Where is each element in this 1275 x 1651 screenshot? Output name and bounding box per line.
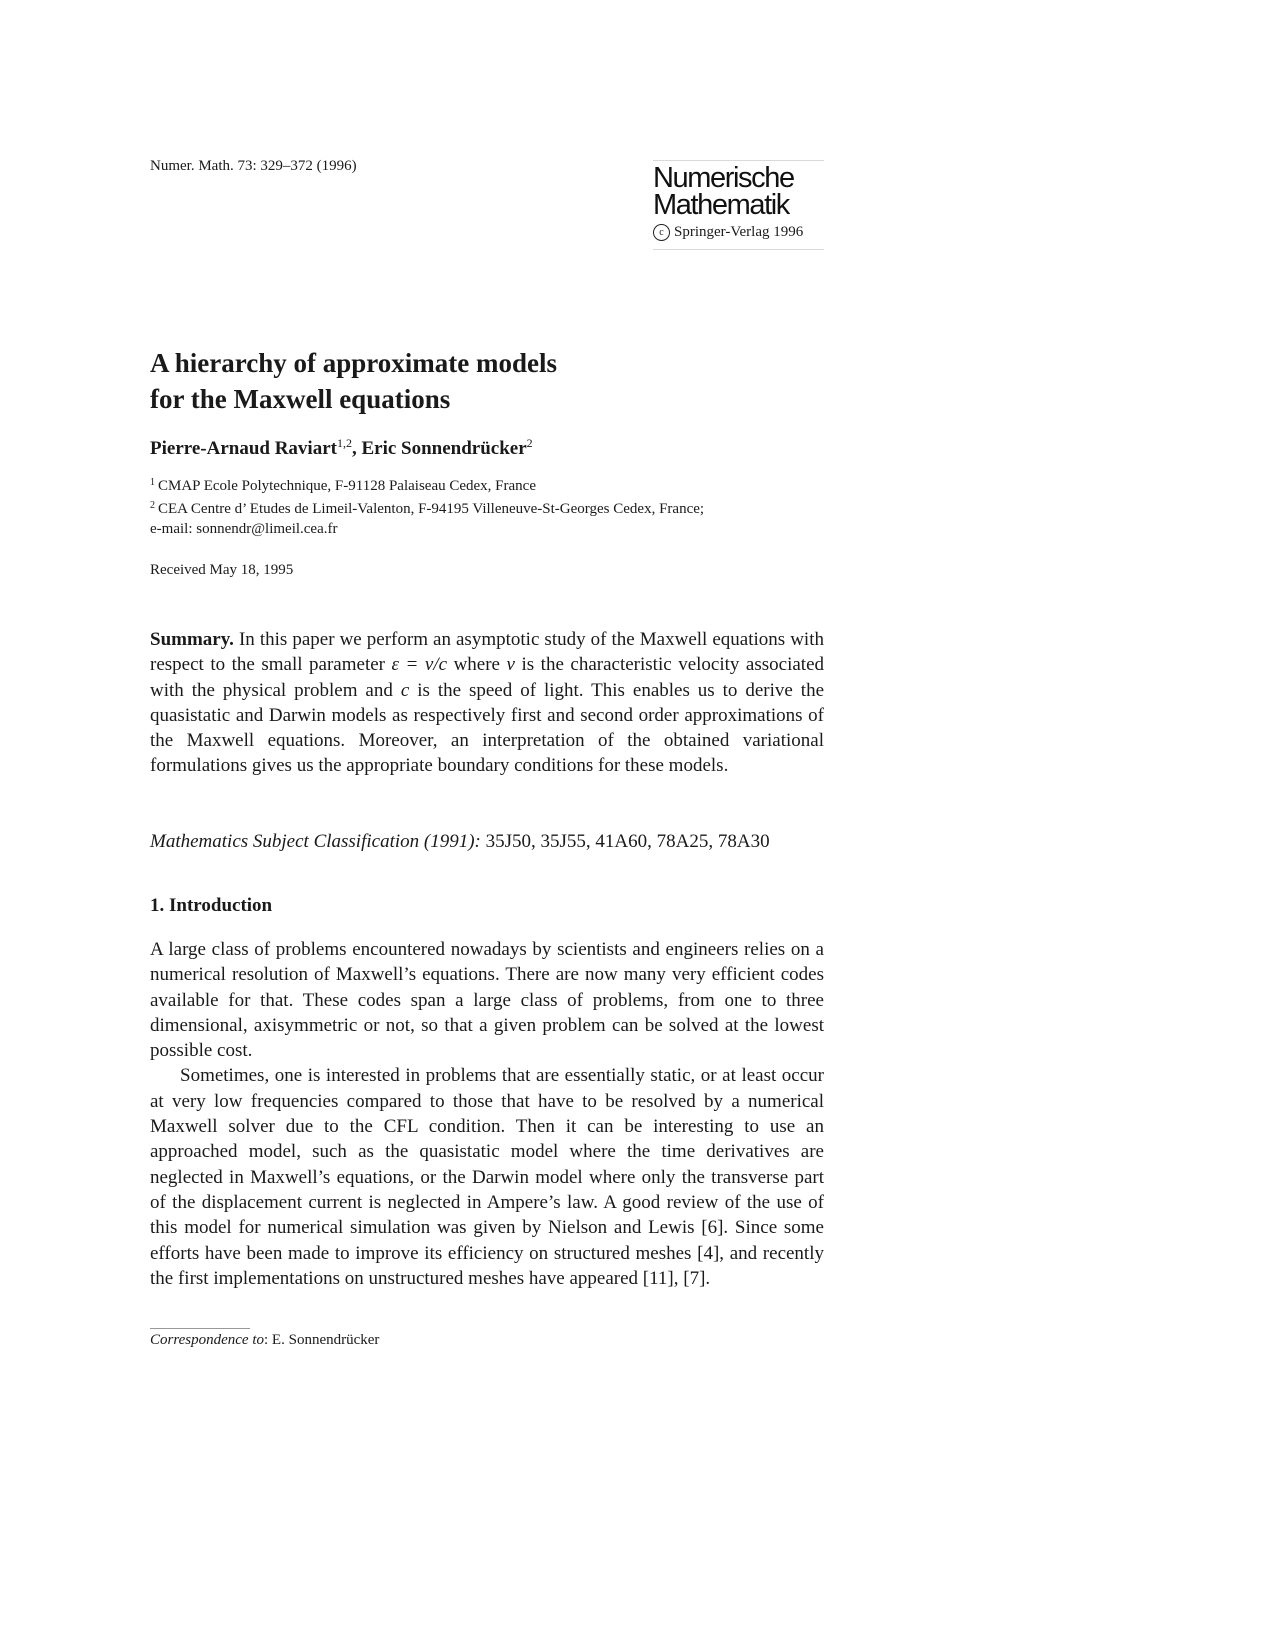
abstract-text: where [447,654,507,676]
author-separator: , [351,438,362,459]
copyright-text: Springer-Verlag 1996 [674,224,804,240]
journal-logo [653,160,824,250]
inline-variable: v [506,654,515,676]
journal-reference: Numer. Math. 73: 329–372 (1996) [150,158,357,174]
copyright-notice [653,224,824,241]
author-name: Pierre-Arnaud Raviart [150,438,337,459]
paragraph: Sometimes, one is interested in problems that are essentially static, or at least occur at very low frequencies compared to those that have to be resolved by a numerical Maxwell solver due to the CFL condition. Then it can be interesting to use an approached model, such as the quasistatic model where the time derivatives are neglected in Maxwell’s equations, or the Darwin model where only the transverse part of the displacement current is neglected in Ampere’s law. A good review of the use of this model for numerical simulation was given by Nielson and Lewis [6]. Since some efforts have been made to improve its efficiency on structured meshes [4], and recently the first implementations on unstructured meshes have appeared [11], [7]. [150,1065,824,1289]
affiliations [150,473,704,539]
footnote-divider [150,1328,250,1329]
affiliation-text: CEA Centre d’ Etudes de Limeil-Valenton, F-94195 Villeneuve-St-Georges Cedex, France; [158,501,705,517]
affiliation-marker: 2 [150,500,155,511]
title-line-2: for the Maxwell equations [150,384,451,414]
author-affiliation-marker: 1,2 [336,436,352,450]
abstract [150,627,824,779]
affiliation-1 [150,473,704,496]
abstract-text: In this paper we perform an asymptotic study of the Maxwell equations with respect to the small parameter [150,629,824,676]
footnote-label: Correspondence to [150,1332,265,1348]
msc-label: Mathematics Subject Classification (1991): [150,831,481,852]
email-line: e-mail: sonnendr@limeil.cea.fr [150,521,338,537]
footnote-text: : E. Sonnendrücker [264,1332,380,1348]
affiliation-marker: 1 [150,477,155,488]
received-date: Received May 18, 1995 [150,562,294,578]
inline-variable: c [400,679,410,701]
footnote [150,1332,379,1349]
abstract-label: Summary. [150,629,234,650]
section-heading: 1. Introduction [150,895,273,916]
abstract-text: is the characteristic velocity associated with the physical problem and [150,654,825,701]
author-affiliation-marker: 2 [526,436,533,450]
abstract-text: is the speed of light. This enables us to derive the quasistatic and Darwin models as respectively first and second order approximations of the Maxwell equations. Moreover, an interpretation of the obtained variational formulations gives us the appropriate boundary conditions for these models. [150,679,825,777]
logo-line-1: Numerische [653,162,794,194]
copyright-icon: c [653,224,670,241]
author-list [150,436,533,460]
author-name: Eric Sonnendrücker [361,438,527,459]
inline-formula: ε = v/c [391,654,448,676]
title-line-1: A hierarchy of approximate models [150,348,557,378]
subject-classification [150,829,824,854]
affiliation-text: CMAP Ecole Polytechnique, F-91128 Palaiseau Cedex, France [158,478,536,494]
logo-line-2: Mathematik [653,189,789,221]
introduction-body [150,937,824,1291]
affiliation-2 [150,496,704,519]
paragraph: A large class of problems encountered nowadays by scientists and engineers relies on a numerical resolution of Maxwell’s equations. There are now many very efficient codes available for that. These codes span a large class of problems, from one to three dimensional, axisymmetric or not, so that a given problem can be solved at the lowest possible cost. [150,939,824,1062]
msc-codes: 35J50, 35J55, 41A60, 78A25, 78A30 [480,831,770,852]
paper-title [150,345,557,417]
